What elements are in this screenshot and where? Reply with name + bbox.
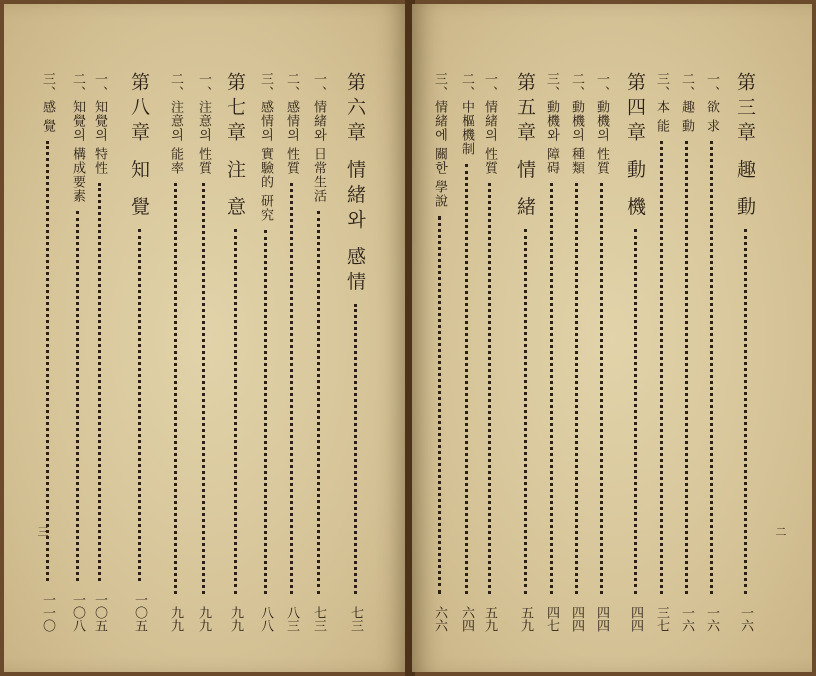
toc-entry-page: 四四 — [569, 606, 584, 632]
toc-entry-page: 一〇五 — [132, 593, 147, 632]
toc-entry-page: 一六 — [738, 606, 753, 632]
dot-leader — [138, 229, 141, 581]
left-page — [4, 4, 408, 672]
dot-leader — [290, 183, 293, 594]
toc-item-entry — [567, 72, 586, 632]
toc-entry-page: 三七 — [654, 606, 669, 632]
toc-entry-title: 二、中樞機制 — [459, 72, 474, 156]
dot-leader — [264, 230, 267, 594]
toc-entry-page: 八三 — [284, 606, 299, 632]
toc-item-entry — [90, 72, 109, 632]
toc-item-entry — [542, 72, 561, 632]
toc-entry-title: 一、知覺의 特性 — [92, 72, 107, 176]
toc-chapter-entry — [732, 72, 759, 632]
toc-entry-title: 二、感情의 性質 — [284, 72, 299, 176]
dot-leader — [575, 183, 578, 594]
toc-item-entry — [38, 72, 57, 632]
toc-entry-page: 一〇五 — [92, 593, 107, 632]
toc-entry-title: 第五章 情 緒 — [514, 72, 536, 222]
toc-item-entry — [677, 72, 696, 632]
toc-entry-page: 一〇八 — [70, 593, 85, 632]
toc-entry-title: 三、情緒에 關한 學說 — [432, 72, 447, 209]
toc-entry-title: 一、情緒의 性質 — [482, 72, 497, 176]
toc-entry-title: 第三章 趣 動 — [734, 72, 756, 222]
dot-leader — [202, 183, 205, 594]
toc-entry-title: 三、感情의 實驗的 研究 — [258, 72, 273, 223]
dot-leader — [354, 304, 357, 594]
toc-entry-page: 六六 — [432, 606, 447, 632]
toc-entry-title: 三、動機와 障碍 — [544, 72, 559, 176]
page-number: 二 — [774, 526, 787, 537]
toc-entry-title: 二、動機의 種類 — [569, 72, 584, 176]
toc-entry-title: 三、本 能 — [654, 72, 669, 134]
dot-leader — [550, 183, 553, 594]
toc-entry-title: 三、感 覺 — [40, 72, 55, 134]
dot-leader — [76, 211, 79, 581]
toc-entry-page: 七三 — [348, 606, 363, 632]
toc-entry-page: 四七 — [544, 606, 559, 632]
toc-entry-page: 一六 — [704, 606, 719, 632]
toc-entry-title: 第七章 注 意 — [224, 72, 246, 222]
dot-leader — [524, 229, 527, 594]
toc-chapter-entry — [512, 72, 539, 632]
dot-leader — [488, 183, 491, 594]
dot-leader — [317, 211, 320, 594]
toc-entry-page: 九九 — [196, 606, 211, 632]
toc-item-entry — [256, 72, 275, 632]
toc-chapter-entry — [126, 72, 153, 632]
dot-leader — [600, 183, 603, 594]
toc-item-entry — [480, 72, 499, 632]
toc-entry-title: 第六章 情緒와 感情 — [344, 72, 366, 297]
toc-entry-page: 六四 — [459, 606, 474, 632]
dot-leader — [685, 141, 688, 594]
right-page — [412, 4, 812, 672]
toc-chapter-entry — [342, 72, 369, 632]
toc-entry-page: 八八 — [258, 606, 273, 632]
toc-entry-title: 第四章 動 機 — [624, 72, 646, 222]
toc-chapter-entry — [222, 72, 249, 632]
toc-entry-title: 一、情緒와 日常生活 — [311, 72, 326, 204]
dot-leader — [174, 183, 177, 594]
toc-entry-page: 四四 — [594, 606, 609, 632]
toc-entry-title: 一、動機의 性質 — [594, 72, 609, 176]
dot-leader — [710, 141, 713, 594]
toc-entry-page: 九九 — [228, 606, 243, 632]
toc-chapter-entry — [622, 72, 649, 632]
toc-entry-title: 第八章 知 覺 — [128, 72, 150, 222]
dot-leader — [660, 141, 663, 594]
toc-entry-page: 九九 — [168, 606, 183, 632]
toc-item-entry — [309, 72, 328, 632]
dot-leader — [234, 229, 237, 594]
toc-item-entry — [430, 72, 449, 632]
toc-entry-page: 五九 — [518, 606, 533, 632]
dot-leader — [744, 229, 747, 594]
toc-entry-page: 一一〇 — [40, 593, 55, 632]
dot-leader — [438, 216, 441, 594]
toc-item-entry — [457, 72, 476, 632]
toc-entry-page: 五九 — [482, 606, 497, 632]
toc-item-entry — [702, 72, 721, 632]
toc-entry-title: 二、注意의 能率 — [168, 72, 183, 176]
toc-item-entry — [592, 72, 611, 632]
dot-leader — [46, 141, 49, 581]
toc-entry-page: 一六 — [679, 606, 694, 632]
dot-leader — [465, 164, 468, 594]
dot-leader — [634, 229, 637, 594]
toc-entry-title: 一、注意의 性質 — [196, 72, 211, 176]
toc-item-entry — [166, 72, 185, 632]
toc-entry-title: 二、知覺의 構成要素 — [70, 72, 85, 204]
toc-item-entry — [68, 72, 87, 632]
toc-item-entry — [652, 72, 671, 632]
toc-entry-page: 七三 — [311, 606, 326, 632]
toc-item-entry — [282, 72, 301, 632]
dot-leader — [98, 183, 101, 581]
toc-entry-page: 四四 — [628, 606, 643, 632]
toc-entry-title: 一、欲 求 — [704, 72, 719, 134]
page-number: 三 — [36, 526, 49, 537]
toc-entry-title: 二、趣 動 — [679, 72, 694, 134]
toc-item-entry — [194, 72, 213, 632]
